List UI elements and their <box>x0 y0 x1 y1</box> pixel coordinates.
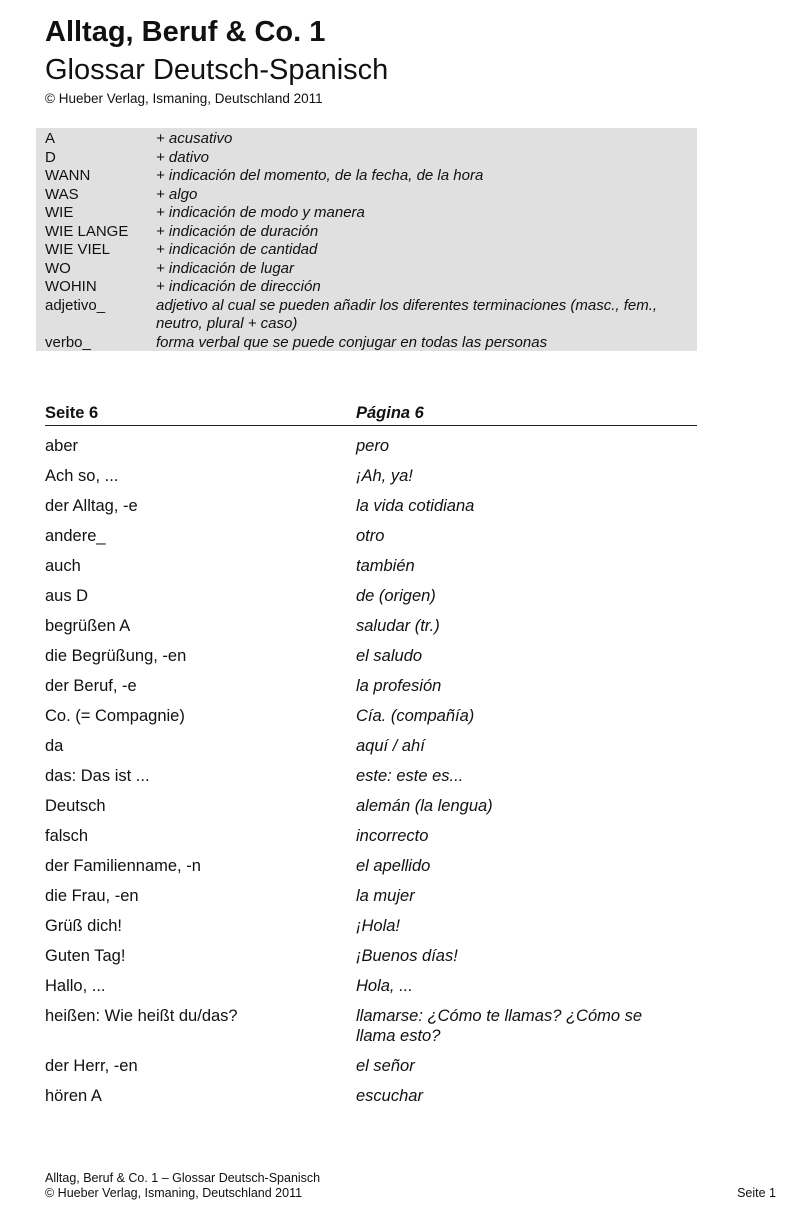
legend-key: verbo_ <box>45 333 91 351</box>
legend-value: + indicación de dirección <box>156 278 321 295</box>
spanish-term: alemán (la lengua) <box>356 797 493 815</box>
document-title: Alltag, Beruf & Co. 1 <box>45 16 326 48</box>
spanish-term: aquí / ahí <box>356 737 425 755</box>
legend-value: + indicación del momento, de la fecha, de la hora <box>156 167 484 184</box>
spanish-term: incorrecto <box>356 827 429 845</box>
spanish-term: la profesión <box>356 677 442 695</box>
german-term: der Herr, -en <box>45 1057 138 1075</box>
legend-value: adjetivo al cual se pueden añadir los diferentes terminaciones (masc., fem., neutro, plural + caso) <box>156 296 658 332</box>
header-spanish: Página 6 <box>356 404 424 422</box>
legend-key: WAS <box>45 185 79 203</box>
german-term: hören A <box>45 1087 102 1105</box>
legend-value: + indicación de cantidad <box>156 241 318 258</box>
german-term: da <box>45 737 64 755</box>
legend-key: WIE VIEL <box>45 241 111 258</box>
spanish-term: el saludo <box>356 647 423 665</box>
legend-value: forma verbal que se puede conjugar en todas las personas <box>156 333 548 351</box>
spanish-term: el señor <box>356 1057 415 1075</box>
spanish-term: pero <box>356 437 390 455</box>
german-term: Guten Tag! <box>45 947 126 965</box>
spanish-term: llamarse: ¿Cómo te llamas? ¿Cómo se llama esto? <box>356 1007 643 1045</box>
spanish-term: ¡Buenos días! <box>356 947 458 965</box>
spanish-term: la mujer <box>356 887 415 905</box>
german-term: heißen: Wie heißt du/das? <box>45 1007 238 1025</box>
german-term: falsch <box>45 827 89 845</box>
spanish-term: Cía. (compañía) <box>356 707 475 725</box>
spanish-term: este: este es... <box>356 767 464 785</box>
legend-key: WIE LANGE <box>45 222 129 240</box>
german-term: Ach so, ... <box>45 467 119 485</box>
copyright-notice: © Hueber Verlag, Ismaning, Deutschland 2011 <box>45 91 323 106</box>
german-term: aus D <box>45 587 89 605</box>
legend-key: WO <box>45 259 71 277</box>
legend-value: + dativo <box>156 148 209 166</box>
page-number: Seite 1 <box>737 1186 776 1200</box>
spanish-term: Hola, ... <box>356 977 413 995</box>
legend-value: + indicación de lugar <box>156 259 295 277</box>
spanish-term: escuchar <box>356 1087 423 1105</box>
german-term: der Alltag, -e <box>45 497 138 515</box>
legend-key: WIE <box>45 204 74 221</box>
legend-key: WANN <box>45 167 91 184</box>
legend-value: + acusativo <box>156 130 233 147</box>
header-german: Seite 6 <box>45 404 99 422</box>
legend-key: A <box>45 130 56 147</box>
german-term: Co. (= Compagnie) <box>45 707 185 725</box>
spanish-term: también <box>356 557 415 575</box>
spanish-term: saludar (tr.) <box>356 617 440 635</box>
german-term: das: Das ist ... <box>45 767 150 785</box>
german-term: aber <box>45 437 79 455</box>
legend-key: adjetivo_ <box>45 296 106 314</box>
legend-key: D <box>45 148 56 166</box>
footer-copyright: © Hueber Verlag, Ismaning, Deutschland 2011 <box>45 1186 303 1200</box>
german-term: andere_ <box>45 527 106 545</box>
german-term: auch <box>45 557 81 575</box>
german-term: der Beruf, -e <box>45 677 137 695</box>
document-subtitle: Glossar Deutsch-Spanisch <box>45 54 389 86</box>
spanish-term: ¡Hola! <box>356 917 401 935</box>
german-term: der Familienname, -n <box>45 857 201 875</box>
abbreviation-legend <box>36 128 697 351</box>
glossary-header <box>45 404 697 426</box>
german-term: die Frau, -en <box>45 887 139 905</box>
footer-title: Alltag, Beruf & Co. 1 – Glossar Deutsch-Spanisch <box>45 1171 321 1185</box>
german-term: Grüß dich! <box>45 917 123 935</box>
spanish-term: la vida cotidiana <box>356 497 475 515</box>
spanish-term: el apellido <box>356 857 431 875</box>
spanish-term: otro <box>356 527 385 545</box>
legend-value: + indicación de modo y manera <box>156 204 365 221</box>
german-term: begrüßen A <box>45 617 131 635</box>
legend-key: WOHIN <box>45 278 97 295</box>
spanish-term: de (origen) <box>356 587 436 605</box>
german-term: die Begrüßung, -en <box>45 647 187 665</box>
spanish-term: ¡Ah, ya! <box>356 467 413 485</box>
german-term: Hallo, ... <box>45 977 106 995</box>
legend-value: + algo <box>156 185 198 203</box>
legend-value: + indicación de duración <box>156 222 319 240</box>
german-term: Deutsch <box>45 797 106 815</box>
